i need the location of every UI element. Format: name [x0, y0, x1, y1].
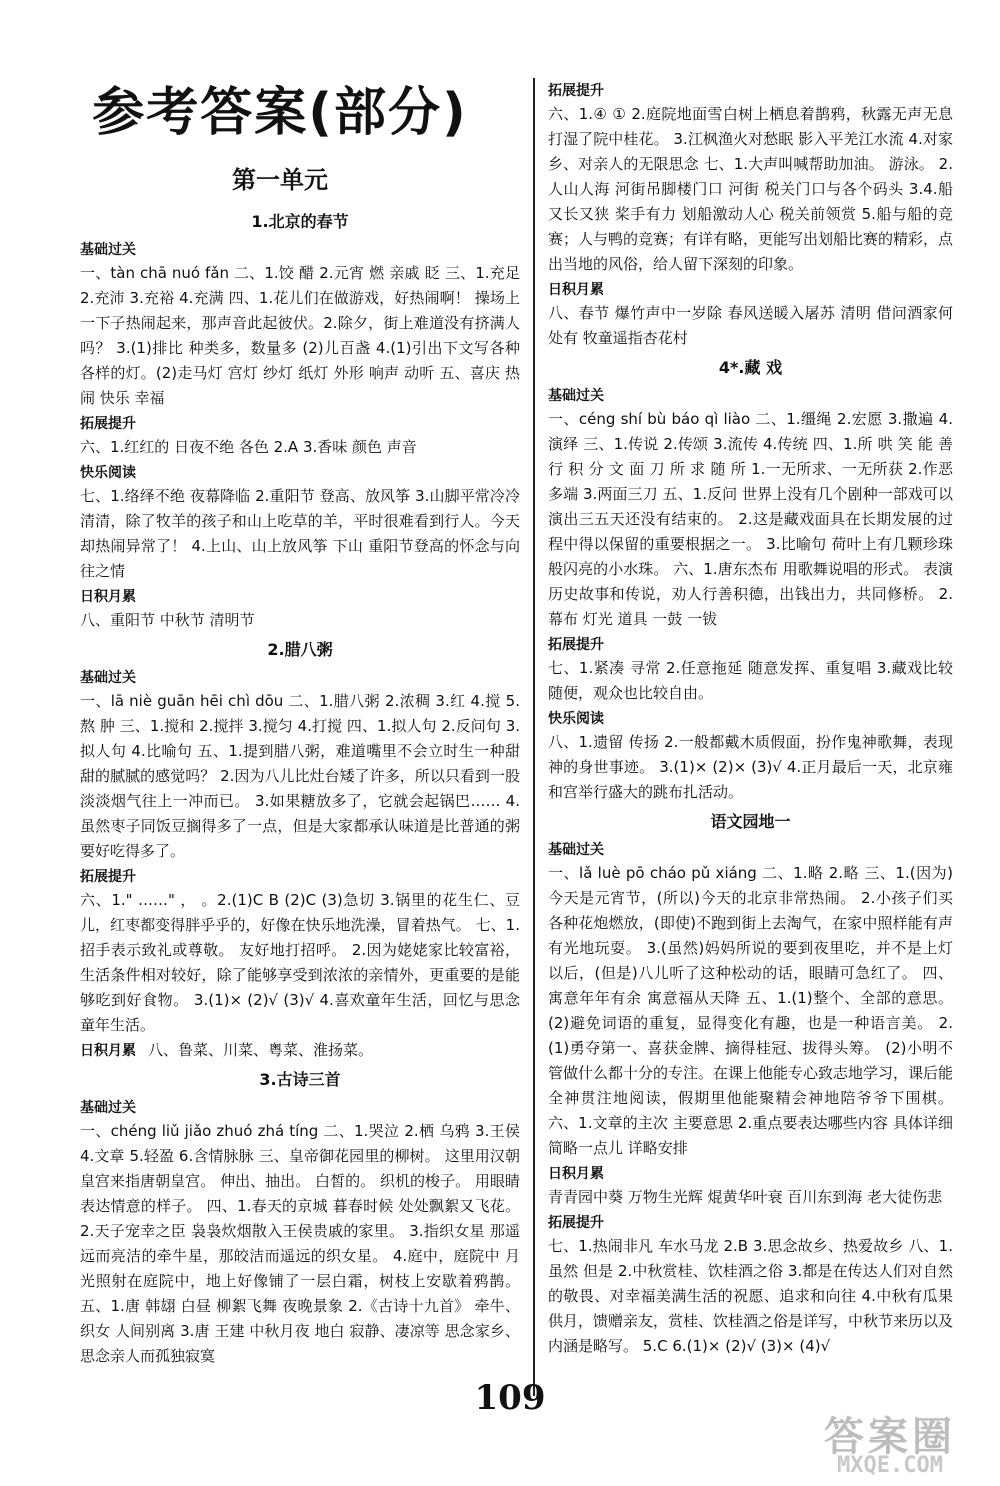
answer-paragraph: 一、tàn chā nuó fǎn 二、1.饺 醋 2.元宵 燃 亲戚 眨 三、1.充足 2.充沛 3.充裕 4.充满 四、1.花儿们在做游戏，好热闹啊！ 操场上一下子热闹起来，那声音此起彼伏。2.除夕，街上难道没有挤满人吗？ 3.(1)排比 种类多，数量多 (2)儿百盏 4.(1)引出下文写各种各样的灯。(2)走马灯 宫灯 纱灯 纸灯 外形 响声 动听 五、喜庆 热闹 快乐 幸福 [80, 264, 520, 407]
section-heading: 日积月累 [80, 1043, 136, 1059]
watermark-url: MXQE.COM [837, 1453, 943, 1478]
watermark-logo [800, 1405, 980, 1480]
page-title: 参考答案(部分) [92, 83, 468, 143]
section-heading: 拓展提升 [548, 1215, 604, 1231]
section-heading: 拓展提升 [80, 416, 136, 432]
answer-paragraph: 一、céng shí bù báo qì liào 二、1.缰绳 2.宏愿 3.撒遍 4.演绎 三、1.传说 2.传颂 3.流传 4.传统 四、1.所 哄 笑 能 善 行 积 分 文 面 刀 所 求 随 所 1.一无所求、一无所获 2.作恶多端 3.两面三刀 五、1.反问 世界上没有几个剧种一部戏可以演出三五天还没有结束的。 2.这是藏戏面具在长期发展的过程中得以保留的重要根据之一。 3.比喻句 荷叶上有几颗珍珠般闪亮的小水珠。 六、1.唐东杰布 用歌舞说唱的形式。 表演历史故事和传说，劝人行善积德，出钱出力，共同修桥。 2.幕布 灯光 道具 一鼓 一钹 [548, 410, 953, 628]
watermark-logo-text: 答案圈 [824, 1414, 956, 1460]
left-column [80, 205, 520, 1369]
answer-paragraph: 七、1.紧凑 寻常 2.任意拖延 随意发挥、重复唱 3.藏戏比较随便，观众也比较自由。 [548, 659, 953, 702]
answer-paragraph: 六、1.④ ① 2.庭院地面雪白树上栖息着鹊鸦，秋露无声无息打湿了院中桂花。 3.江枫渔火对愁眠 影入平羌江水流 4.对家乡、对亲人的无限思念 七、1.大声叫喊帮助加油。 游泳。 2.人山人海 河街吊脚楼门口 河街 税关门口与各个码头 3.4.船又长又狭 桨手有力 划船激动人心 税关前领赏 5.船与船的竞赛；人与鸭的竞赛；有详有略，更能写出划船比赛的精彩，点出当地的风俗，给人留下深刻的印象。 [548, 105, 954, 273]
answer-paragraph: 八、春节 爆竹声中一岁除 春风送暖入屠苏 清明 借问酒家何处有 牧童遥指杏花村 [548, 304, 953, 347]
section-heading: 日积月累 [548, 1166, 604, 1182]
answer-paragraph: 六、1.红红的 日夜不绝 各色 2.A 3.香味 颜色 声音 [80, 438, 417, 456]
section-heading: 拓展提升 [80, 869, 136, 885]
lesson-title: 语文园地一 [710, 812, 791, 831]
section-heading: 快乐阅读 [548, 711, 604, 727]
answer-paragraph: 一、chéng liǔ jiǎo zhuó zhá tíng 二、1.哭泣 2.栖 乌鸦 3.王侯 4.文章 5.轻盈 6.含情脉脉 三、皇帝御花园里的柳树。 这里用汉朝皇宫来指唐朝皇宫。 伸出、抽出。 白皙的。 织机的梭子。 用眼睛表达情意的样子。 四、1.春天的京城 暮春时候 处处飘絮又飞花。 2.天子宠幸之臣 袅袅炊烟散入王侯贵戚的家里。 3.指织女星 那遥远而亮洁的牵牛星，那皎洁而遥远的织女星。 4.庭中，庭院中 月光照射在庭院中，地上好像铺了一层白霜，树枝上安歇着鸦鹊。 五、1.唐 韩翃 白昼 柳絮飞舞 夜晚景象 2.《古诗十九首》 牵牛、织女 人间别离 3.唐 王建 中秋月夜 地白 寂静、凄凉等 思念家乡、思念亲人而孤独寂寞 [80, 1122, 520, 1365]
page-number: 109 [474, 1378, 546, 1418]
section-heading: 基础过关 [80, 242, 136, 258]
section-heading: 日积月累 [80, 589, 136, 605]
answer-paragraph: 六、1." ……" ， 。2.(1)C B (2)C (3)急切 3.锅里的花生仁、豆儿，红枣都变得胖乎乎的，好像在快乐地洗澡，冒着热气。 七、1.招手表示致礼或尊敬。 友好地打招呼。 2.因为姥姥家比较富裕，生活条件相对较好，除了能够享受到浓浓的亲情外，更重要的是能够吃到好食物。 3.(1)× (2)√ (3)√ 4.喜欢童年生活，回忆与思念童年生活。 [80, 891, 520, 1034]
section-heading: 日积月累 [548, 282, 604, 298]
section-heading: 快乐阅读 [80, 465, 136, 481]
answer-paragraph: 青青园中葵 万物生光辉 焜黄华叶衰 百川东到海 老大徒伤悲 [548, 1188, 943, 1206]
answer-paragraph: 一、lǎ luè pō cháo pǔ xiáng 二、1.略 2.略 三、1.(因为)今天是元宵节，(所以)今天的北京非常热闹。 2.小孩子们买各种花炮燃放，(即使)不跑到街上去淘气，在家中照样能有声有光地玩耍。 3.(虽然)妈妈所说的要到夜里吃，并不是上灯以后，(但是)八儿听了这种松动的话，眼睛可急红了。 四、寓意年年有余 寓意福从天降 五、1.(1)整个、全部的意思。 (2)避免词语的重复，显得变化有趣，也是一种语言美。 2.(1)勇夺第一、喜获金牌、摘得桂冠、拔得头筹。 (2)小明不管做什么都十分的专注。在课上他能专心致志地学习，课后能全神贯注地阅读，假期里他能聚精会神地陪爷爷下围棋。 六、1.文章的主次 主要意思 2.重点要表达哪些内容 具体详细 简略一点儿 详略安排 [548, 864, 954, 1157]
lesson-title: 3.古诗三首 [259, 1070, 341, 1089]
answer-paragraph: 八、1.遗留 传扬 2.一般都戴木质假面，扮作鬼神歌舞，表现神的身世事迹。 3.(1)× (2)× (3)√ 4.正月最后一天，北京雍和宫举行盛大的跳布扎活动。 [548, 733, 953, 801]
inline-section [80, 1038, 520, 1063]
answer-paragraph: 一、lā niè guān hēi chì dōu 二、1.腊八粥 2.浓稠 3.红 4.搅 5.熬 肿 三、1.搅和 2.搅拌 3.搅匀 4.打搅 四、1.拟人句 2.反问句 3.拟人句 4.比喻句 五、1.提到腊八粥，难道嘴里不会立时生一种甜甜的腻腻的感觉吗？ 2.因为八儿比灶台矮了许多，所以只看到一股淡淡烟气往上一冲而已。 3.如果糖放多了，它就会起锅巴…… 4.虽然枣子同饭豆搁得多了一点，但是大家都承认味道是比普通的粥要好吃得多了。 [80, 692, 520, 860]
lesson-title: 2.腊八粥 [267, 640, 333, 659]
section-heading: 基础过关 [548, 388, 604, 404]
section-heading: 拓展提升 [548, 637, 604, 653]
column-divider [533, 78, 535, 1396]
section-heading: 基础过关 [80, 1100, 136, 1116]
answer-paragraph: 七、1.热闹非凡 车水马龙 2.B 3.思念故乡、热爱故乡 八、1.虽然 但是 2.中秋赏桂、饮桂酒之俗 3.都是在传达人们对自然的敬畏、对幸福美满生活的祝愿、追求和向往 4.中秋有瓜果供月，馈赠亲友，赏桂、饮桂酒之俗是详写，中秋节来历以及内涵是略写。 5.C 6.(1)× (2)√ (3)× (4)√ [548, 1237, 954, 1355]
unit-title: 第一单元 [232, 166, 328, 194]
answer-text: 八、鲁菜、川菜、粤菜、淮扬菜。 [148, 1041, 374, 1059]
answer-paragraph: 七、1.络绎不绝 夜幕降临 2.重阳节 登高、放风筝 3.山脚平常冷冷清清，除了牧羊的孩子和山上吃草的羊，平时很难看到行人。今天却热闹异常了！ 4.上山、山上放风筝 下山 重阳节登高的怀念与向往之情 [80, 487, 520, 580]
section-heading: 拓展提升 [548, 83, 604, 99]
section-heading: 基础过关 [80, 670, 136, 686]
lesson-title: 1.北京的春节 [251, 212, 349, 231]
right-column [548, 78, 953, 1359]
answer-paragraph: 八、重阳节 中秋节 清明节 [80, 611, 255, 629]
lesson-title: 4*.藏 戏 [718, 358, 783, 377]
section-heading: 基础过关 [548, 842, 604, 858]
